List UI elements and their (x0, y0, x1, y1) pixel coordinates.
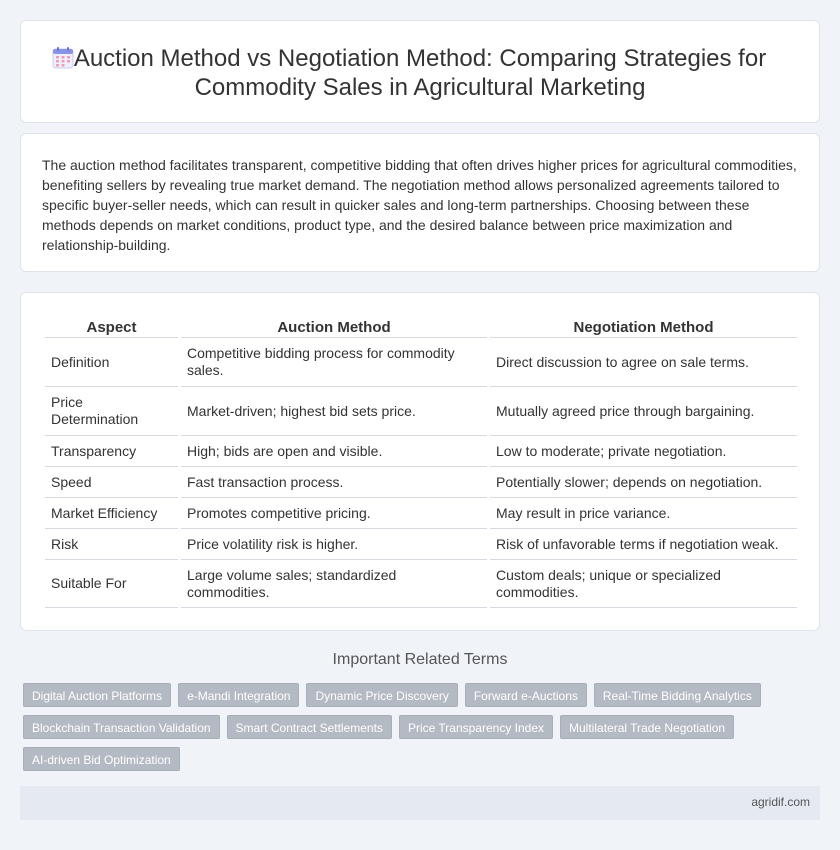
cell-negotiation: Mutually agreed price through bargaining. (490, 387, 797, 436)
cell-aspect: Market Efficiency (45, 498, 178, 529)
cell-auction: Fast transaction process. (181, 467, 487, 498)
related-terms-heading: Important Related Terms (332, 651, 508, 668)
related-term-tag[interactable]: AI-driven Bid Optimization (23, 747, 180, 771)
cell-aspect: Speed (45, 467, 178, 498)
cell-auction: High; bids are open and visible. (181, 436, 487, 467)
cell-negotiation: May result in price variance. (490, 498, 797, 529)
cell-negotiation: Direct discussion to agree on sale terms. (490, 338, 797, 387)
table-row (45, 498, 797, 529)
cell-aspect: Definition (45, 338, 178, 387)
comparison-table (42, 315, 800, 608)
footer-site-name[interactable]: agridif.com (751, 795, 810, 809)
page-title (21, 44, 819, 102)
cell-auction: Large volume sales; standardized commodities. (181, 560, 487, 608)
related-term-tag[interactable]: Digital Auction Platforms (23, 683, 171, 707)
intro-paragraph: The auction method facilitates transparent, competitive bidding that often drives higher prices for agricultural commodities, benefiting sellers by revealing true market demand. The negotiation method allows personalized agreements tailored to specific buyer-seller needs, which can result in quicker sales and long-term partnerships. Choosing between these methods depends on market conditions, product type, and the desired balance between price maximization and relationship-building. (42, 157, 797, 253)
related-terms-list (23, 683, 803, 771)
header-card (20, 20, 820, 123)
cell-aspect: Suitable For (45, 560, 178, 608)
related-term-tag[interactable]: Blockchain Transaction Validation (23, 715, 220, 739)
related-term-tag[interactable]: Smart Contract Settlements (227, 715, 392, 739)
page-title-line-1: Auction Method vs Negotiation Method: Comparing Strategies for (73, 45, 767, 72)
cell-negotiation: Custom deals; unique or specialized commodities. (490, 560, 797, 608)
footer (20, 786, 820, 820)
page-title-line-2: Commodity Sales in Agricultural Marketing (194, 74, 646, 101)
header-negotiation: Negotiation Method (490, 315, 797, 338)
header-auction: Auction Method (181, 315, 487, 338)
related-term-tag[interactable]: Forward e-Auctions (465, 683, 587, 707)
table-row (45, 436, 797, 467)
cell-negotiation: Risk of unfavorable terms if negotiation weak. (490, 529, 797, 560)
cell-auction: Promotes competitive pricing. (181, 498, 487, 529)
cell-aspect: Risk (45, 529, 178, 560)
cell-aspect: Price Determination (45, 387, 178, 436)
cell-negotiation: Low to moderate; private negotiation. (490, 436, 797, 467)
cell-auction: Price volatility risk is higher. (181, 529, 487, 560)
table-row (45, 387, 797, 436)
related-term-tag[interactable]: Multilateral Trade Negotiation (560, 715, 734, 739)
related-term-tag[interactable]: e-Mandi Integration (178, 683, 299, 707)
table-row (45, 338, 797, 387)
intro-card (20, 133, 820, 272)
cell-auction: Competitive bidding process for commodity sales. (181, 338, 487, 387)
related-term-tag[interactable]: Dynamic Price Discovery (306, 683, 457, 707)
table-row (45, 560, 797, 608)
related-term-tag[interactable]: Real-Time Bidding Analytics (594, 683, 761, 707)
cell-negotiation: Potentially slower; depends on negotiation. (490, 467, 797, 498)
related-term-tag[interactable]: Price Transparency Index (399, 715, 553, 739)
header-aspect: Aspect (45, 315, 178, 338)
cell-auction: Market-driven; highest bid sets price. (181, 387, 487, 436)
cell-aspect: Transparency (45, 436, 178, 467)
table-header-row (45, 315, 797, 338)
table-row (45, 467, 797, 498)
comparison-card (20, 292, 820, 631)
table-row (45, 529, 797, 560)
